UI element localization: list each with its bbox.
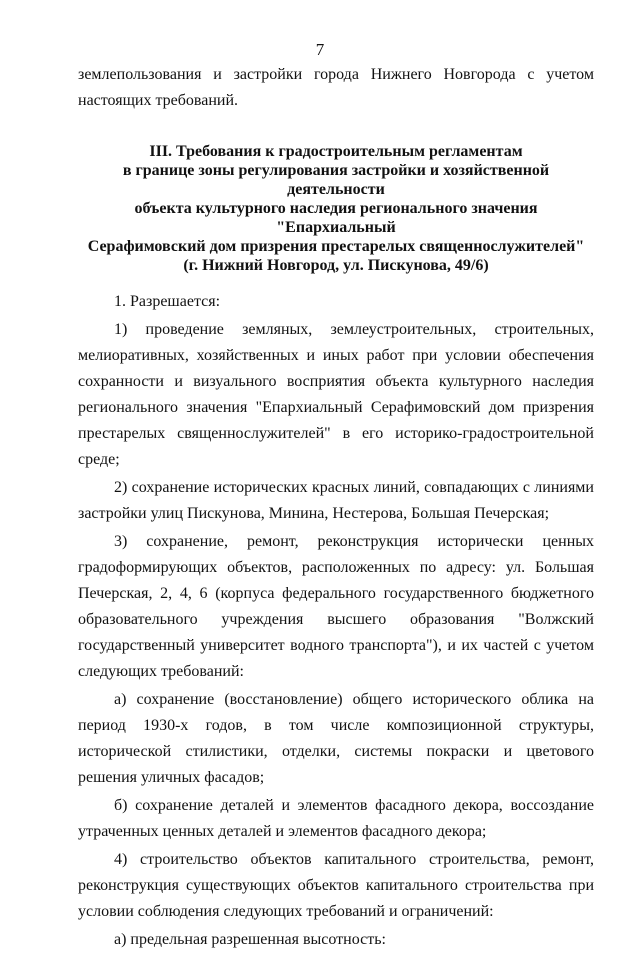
intro-paragraph: землепользования и застройки города Нижнего Новгорода с учетом настоящих требований. bbox=[78, 66, 594, 109]
heading-line: объекта культурного наследия регионального значения "Епархиальный bbox=[134, 200, 538, 236]
paragraph-permitted: 1. Разрешается: bbox=[114, 293, 221, 310]
paragraph-item-4a: а) предельная разрешенная высотность: bbox=[114, 931, 386, 948]
heading-line: III. Требования к градостроительным регламентам bbox=[149, 143, 523, 160]
paragraph-item-2: 2) сохранение исторических красных линий, совпадающих с линиями застройки улиц Пискунова, Минина, Нестерова, Большая Печерская; bbox=[78, 479, 594, 522]
document-body bbox=[78, 62, 594, 953]
paragraph-item-3b: б) сохранение деталей и элементов фасадного декора, воссоздание утраченных ценных деталей и элементов фасадного декора; bbox=[78, 797, 594, 840]
paragraph-item-3: 3) сохранение, ремонт, реконструкция исторически ценных градоформирующих объектов, расположенных по адресу: ул. Большая Печерская, 2, 4, 6 (корпуса федерального государственного бюджетного образовательного учреждения высшего образования "Волжский государственный университет водного транспорта"), и их частей с учетом следующих требований: bbox=[78, 533, 594, 680]
paragraph-item-3a: а) сохранение (восстановление) общего исторического облика на период 1930-х годов, в том числе композиционной структуры, исторической стилистики, отделки, системы покраски и цветового решения уличных фасадов; bbox=[78, 691, 594, 786]
paragraph-item-1: 1) проведение земляных, землеустроительных, строительных, мелиоративных, хозяйственных и иных работ при условии обеспечения сохранности и визуального восприятия объекта культурного наследия регионального значения "Епархиальный Серафимовский дом призрения престарелых священнослужителей" в его историко-градостроительной среде; bbox=[78, 321, 594, 468]
section-heading bbox=[78, 142, 594, 275]
paragraph-item-4: 4) строительство объектов капитального строительства, ремонт, реконструкция существующих объектов капитального строительства при условии соблюдения следующих требований и ограничений: bbox=[78, 851, 594, 920]
heading-line: (г. Нижний Новгород, ул. Пискунова, 49/6) bbox=[183, 257, 489, 274]
page-number: 7 bbox=[315, 40, 325, 59]
heading-line: в границе зоны регулирования застройки и хозяйственной деятельности bbox=[122, 162, 550, 198]
heading-line: Серафимовский дом призрения престарелых священнослужителей" bbox=[87, 238, 585, 255]
